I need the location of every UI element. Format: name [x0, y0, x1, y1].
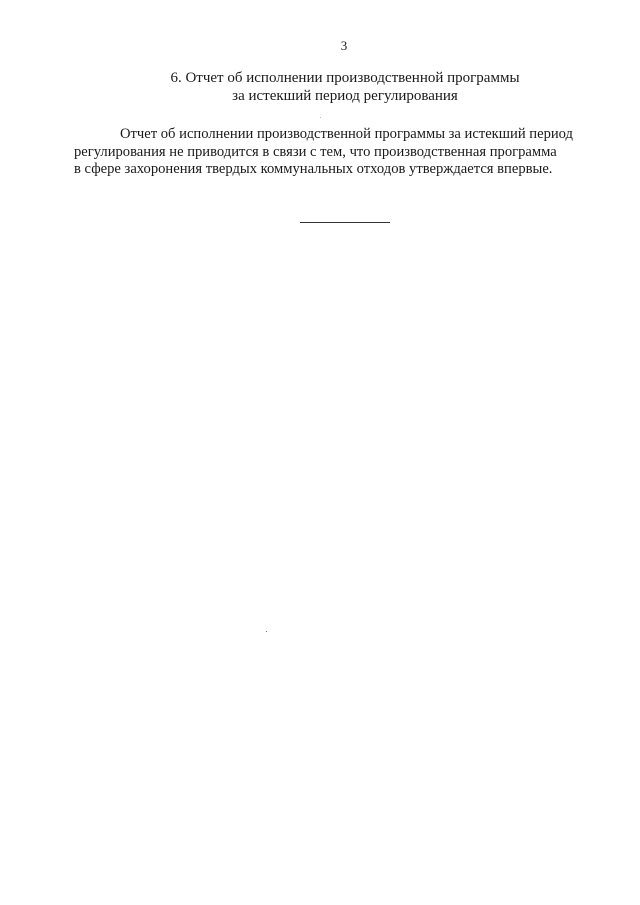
paragraph-line-2: регулирования не приводится в связи с тем, что производственная программа [74, 143, 557, 160]
scan-speck [320, 117, 321, 118]
section-heading-line-1: 6. Отчет об исполнении производственной программы [170, 70, 520, 86]
body-paragraph [74, 126, 616, 179]
paragraph-line-3: в сфере захоронения твердых коммунальных отходов утверждается впервые. [74, 161, 553, 177]
scan-speck [266, 631, 267, 632]
page-number: 3 [340, 38, 348, 53]
section-heading-line-2: за истекший период регулирования [232, 88, 458, 104]
end-of-document-rule [300, 222, 390, 223]
section-heading [74, 69, 616, 105]
paragraph-line-1: Отчет об исполнении производственной программы за истекший период [120, 126, 573, 142]
